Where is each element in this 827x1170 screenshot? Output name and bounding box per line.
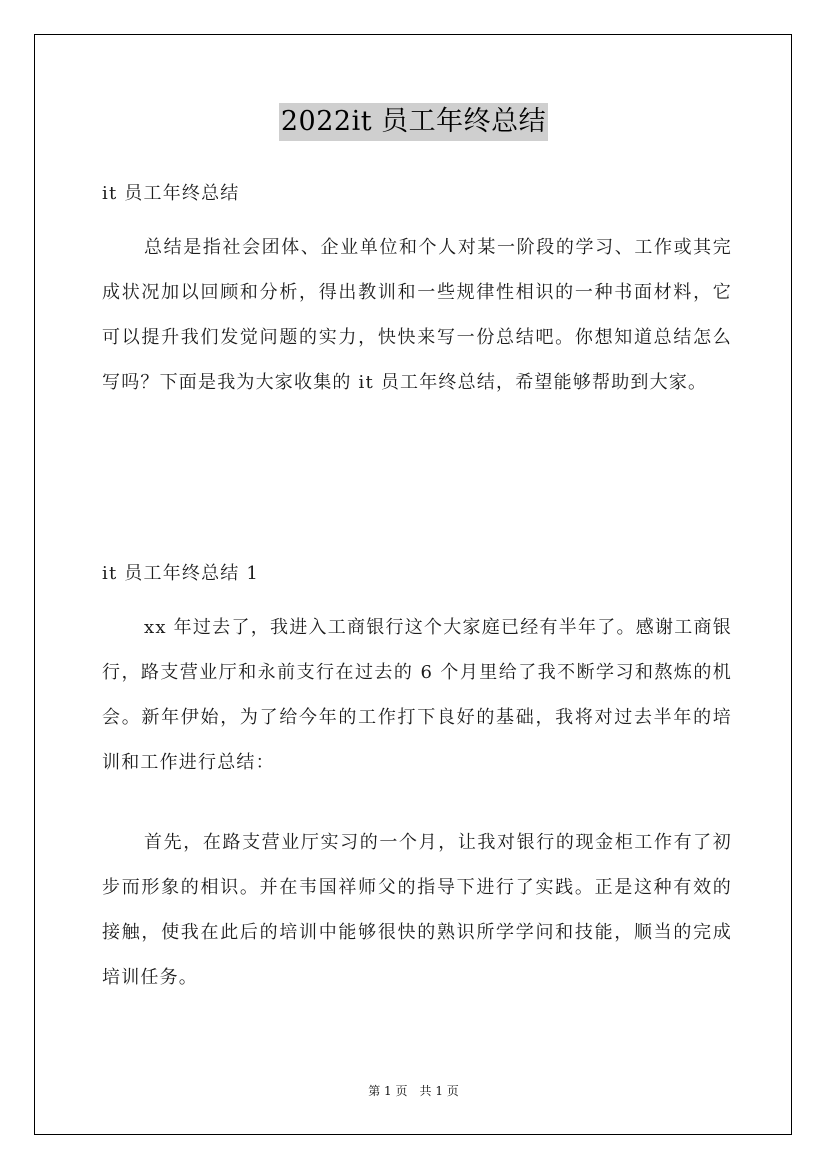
document-title: 2022it 员工年终总结	[279, 103, 548, 141]
page-footer: 第 1 页 共 1 页	[368, 1084, 459, 1098]
title-container	[0, 103, 827, 141]
section-paragraph-1: xx 年过去了，我进入工商银行这个大家庭已经有半年了。感谢工商银行，路支营业厅和永前支行在过去的 6 个月里给了我不断学习和熬炼的机会。新年伊始，为了给今年的工作打下良好的基础，我将对过去半年的培训和工作进行总结：	[102, 617, 732, 773]
section-heading: it 员工年终总结 1	[102, 563, 260, 584]
intro-paragraph: 总结是指社会团体、企业单位和个人对某一阶段的学习、工作或其完成状况加以回顾和分析，得出教训和一些规律性相识的一种书面材料，它可以提升我们发觉问题的实力，快快来写一份总结吧。你想知道总结怎么写吗？下面是我为大家收集的 it 员工年终总结，希望能够帮助到大家。	[102, 237, 732, 393]
section-paragraph-2: 首先，在路支营业厅实习的一个月，让我对银行的现金柜工作有了初步而形象的相识。并在韦国祥师父的指导下进行了实践。正是这种有效的接触，使我在此后的培训中能够很快的熟识所学学问和技能，顺当的完成培训任务。	[102, 832, 732, 988]
document-subtitle: it 员工年终总结	[102, 183, 240, 204]
